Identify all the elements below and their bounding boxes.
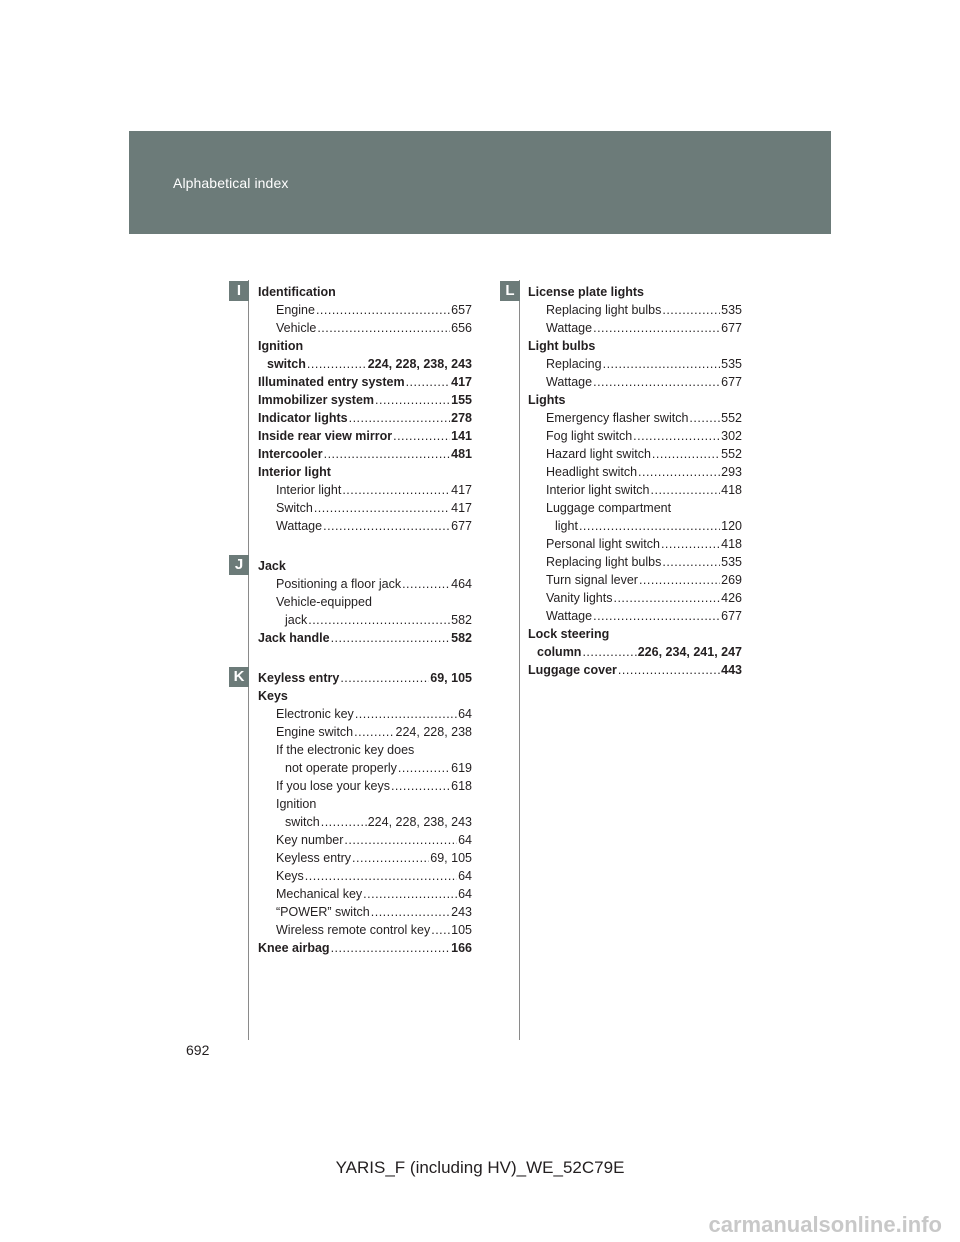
index-entry [528, 517, 742, 535]
index-entry-term: Illuminated entry system [258, 375, 405, 389]
index-entry-term: License plate lights [528, 285, 645, 299]
index-entry [528, 337, 742, 355]
index-entry-page: 293 [721, 465, 742, 479]
index-entry [528, 625, 742, 643]
index-entry-term: “POWER” switch [276, 905, 370, 919]
dot-leader [324, 445, 451, 463]
dot-leader [305, 867, 457, 885]
dot-leader [363, 885, 457, 903]
index-entry-page: 243 [451, 905, 472, 919]
index-entry-term: switch [267, 357, 306, 371]
dot-leader [331, 939, 451, 957]
dot-leader [308, 611, 450, 629]
index-entry-term: Vanity lights [546, 591, 613, 605]
dot-leader [307, 355, 367, 373]
index-entry-page: 269 [721, 573, 742, 587]
index-entry-term: Inside rear view mirror [258, 429, 393, 443]
index-entry-page: 418 [721, 483, 742, 497]
index-entry-term: Keys [258, 689, 288, 703]
index-entry-page: 224, 228, 238, 243 [367, 357, 472, 371]
index-entry [528, 427, 742, 445]
index-entry [258, 629, 472, 647]
index-entry-term: Immobilizer system [258, 393, 375, 407]
dot-leader [402, 575, 450, 593]
index-entry-page: 677 [721, 321, 742, 335]
index-entry-term: Hazard light switch [546, 447, 651, 461]
index-entry [528, 409, 742, 427]
index-entry [528, 643, 742, 661]
index-entry-page: 224, 228, 238 [395, 725, 472, 739]
index-entry-term: Replacing [546, 357, 602, 371]
index-entry-term: Keyless entry [276, 851, 352, 865]
dot-leader [340, 669, 429, 687]
index-entry-term: not operate properly [285, 761, 397, 775]
dot-leader [593, 607, 720, 625]
index-entry-page: 64 [458, 833, 472, 847]
left-column-rule [248, 280, 249, 1040]
dot-leader [398, 759, 450, 777]
index-section-k [258, 669, 472, 957]
section-letter-i: I [229, 281, 249, 301]
dot-leader [582, 643, 636, 661]
index-section-i [258, 283, 472, 535]
index-entry-page: 535 [721, 555, 742, 569]
index-entry-term: Luggage cover [528, 663, 617, 677]
dot-leader [331, 629, 451, 647]
index-entry [258, 593, 472, 611]
index-entry-term: Knee airbag [258, 941, 330, 955]
index-entry-term: jack [285, 613, 308, 627]
index-entry-term: Indicator lights [258, 411, 348, 425]
index-entry [258, 903, 472, 921]
index-entry-page: 64 [458, 707, 472, 721]
index-entry-page: 535 [721, 357, 742, 371]
index-entry [258, 849, 472, 867]
dot-leader [352, 849, 429, 867]
index-entry [258, 705, 472, 723]
dot-leader [321, 813, 367, 831]
dot-leader [355, 705, 457, 723]
index-entry-page: 417 [451, 375, 472, 389]
index-entry [258, 795, 472, 813]
dot-leader [323, 517, 450, 535]
index-entry-term: Mechanical key [276, 887, 363, 901]
dot-leader [618, 661, 720, 679]
index-entry [258, 557, 472, 575]
dot-leader [661, 535, 720, 553]
index-entry-term: If you lose your keys [276, 779, 390, 793]
index-entry-term: Emergency flasher switch [546, 411, 689, 425]
index-entry-term: Turn signal lever [546, 573, 638, 587]
index-entry-page: 417 [451, 483, 472, 497]
dot-leader [371, 903, 450, 921]
index-entry-page: 619 [451, 761, 472, 775]
index-entry-page: 481 [451, 447, 472, 461]
index-entry-term: Switch [276, 501, 313, 515]
index-entry-page: 64 [458, 887, 472, 901]
index-entry-term: Keys [276, 869, 304, 883]
dot-leader [354, 723, 394, 741]
index-entry-term: column [537, 645, 582, 659]
index-entry [528, 301, 742, 319]
index-entry-page: 677 [721, 609, 742, 623]
index-entry [528, 571, 742, 589]
dot-leader [639, 571, 720, 589]
dot-leader [603, 355, 721, 373]
index-entry [528, 589, 742, 607]
index-entry-page: 426 [721, 591, 742, 605]
index-entry-page: 582 [451, 613, 472, 627]
index-entry [258, 813, 472, 831]
index-entry-page: 226, 234, 241, 247 [637, 645, 742, 659]
index-entry [258, 301, 472, 319]
index-entry [528, 391, 742, 409]
index-entry-page: 418 [721, 537, 742, 551]
index-entry [528, 535, 742, 553]
dot-leader [662, 301, 720, 319]
index-entry [258, 373, 472, 391]
index-entry-page: 443 [721, 663, 742, 677]
index-entry-term: light [555, 519, 578, 533]
right-column-rule [519, 280, 520, 1040]
dot-leader [344, 831, 457, 849]
index-entry-term: Interior light [276, 483, 342, 497]
index-entry-page: 302 [721, 429, 742, 443]
dot-leader [662, 553, 720, 571]
index-entry [258, 409, 472, 427]
index-entry [258, 669, 472, 687]
index-entry-term: Wattage [546, 609, 593, 623]
index-entry-term: Personal light switch [546, 537, 660, 551]
index-entry [258, 611, 472, 629]
dot-leader [431, 921, 450, 939]
index-entry-term: Lights [528, 393, 566, 407]
dot-leader [317, 319, 450, 337]
watermark: carmanualsonline.info [708, 1212, 942, 1237]
index-entry-page: 677 [451, 519, 472, 533]
index-entry-term: Fog light switch [546, 429, 633, 443]
index-entry-term: Engine [276, 303, 315, 317]
index-entry [258, 463, 472, 481]
dot-leader [349, 409, 451, 427]
index-entry [258, 687, 472, 705]
index-entry-page: 69, 105 [430, 671, 472, 685]
index-entry [258, 319, 472, 337]
index-entry [258, 283, 472, 301]
index-entry-page: 582 [451, 631, 472, 645]
index-entry-term: switch [285, 815, 320, 829]
index-entry-term: Wireless remote control key [276, 923, 431, 937]
index-entry-term: Vehicle-equipped [276, 595, 372, 609]
page-number: 692 [186, 1042, 210, 1058]
index-entry [258, 759, 472, 777]
dot-leader [391, 777, 450, 795]
index-entry-page: 224, 228, 238, 243 [367, 815, 472, 829]
index-entry-term: Replacing light bulbs [546, 555, 662, 569]
index-entry [258, 885, 472, 903]
index-entry-term: Engine switch [276, 725, 354, 739]
index-entry [528, 445, 742, 463]
index-entry-term: Replacing light bulbs [546, 303, 662, 317]
dot-leader [314, 499, 450, 517]
section-letter-j: J [229, 555, 249, 575]
index-entry-term: Wattage [546, 375, 593, 389]
index-section-j [258, 557, 472, 647]
dot-leader [651, 481, 721, 499]
index-entry-term: Vehicle [276, 321, 317, 335]
index-entry [258, 741, 472, 759]
index-entry [258, 445, 472, 463]
dot-leader [342, 481, 450, 499]
index-entry-term: Headlight switch [546, 465, 638, 479]
index-entry-term: Jack [258, 559, 286, 573]
index-entry-page: 155 [451, 393, 472, 407]
index-entry-term: Interior light switch [546, 483, 650, 497]
index-entry-page: 166 [451, 941, 472, 955]
index-section-l [528, 283, 742, 679]
index-entry-page: 69, 105 [430, 851, 472, 865]
index-entry-page: 64 [458, 869, 472, 883]
index-entry-term: If the electronic key does [276, 743, 415, 757]
index-entry [258, 481, 472, 499]
index-entry [258, 391, 472, 409]
index-entry-page: 656 [451, 321, 472, 335]
page-title: Alphabetical index [173, 175, 289, 191]
section-letter-k: K [229, 667, 249, 687]
index-entry [258, 921, 472, 939]
index-entry-term: Ignition [258, 339, 304, 353]
index-entry [258, 427, 472, 445]
index-entry [258, 517, 472, 535]
dot-leader [613, 589, 720, 607]
index-entry-term: Wattage [546, 321, 593, 335]
dot-leader [638, 463, 720, 481]
dot-leader [689, 409, 720, 427]
index-entry-term: Luggage compartment [546, 501, 672, 515]
index-entry [528, 355, 742, 373]
dot-leader [593, 319, 720, 337]
dot-leader [406, 373, 451, 391]
index-entry-term: Ignition [276, 797, 317, 811]
index-entry [258, 939, 472, 957]
index-entry-term: Interior light [258, 465, 331, 479]
index-entry [258, 499, 472, 517]
index-entry-page: 141 [451, 429, 472, 443]
index-entry [258, 831, 472, 849]
index-entry [528, 463, 742, 481]
index-entry-term: Keyless entry [258, 671, 340, 685]
dot-leader [633, 427, 720, 445]
index-entry-page: 278 [451, 411, 472, 425]
index-entry-page: 105 [451, 923, 472, 937]
index-entry [528, 481, 742, 499]
index-entry [528, 499, 742, 517]
index-entry [258, 777, 472, 795]
index-entry-page: 120 [721, 519, 742, 533]
index-entry-page: 417 [451, 501, 472, 515]
section-letter-l: L [500, 281, 520, 301]
index-entry [528, 661, 742, 679]
header-band [129, 131, 831, 234]
dot-leader [579, 517, 720, 535]
index-entry-term: Jack handle [258, 631, 330, 645]
dot-leader [375, 391, 450, 409]
index-entry [258, 355, 472, 373]
index-entry-page: 552 [721, 411, 742, 425]
index-entry-page: 657 [451, 303, 472, 317]
index-entry-term: Identification [258, 285, 336, 299]
dot-leader [393, 427, 450, 445]
index-entry [258, 575, 472, 593]
index-entry-term: Wattage [276, 519, 323, 533]
index-entry [528, 607, 742, 625]
index-entry-term: Electronic key [276, 707, 354, 721]
dot-leader [593, 373, 720, 391]
document-code: YARIS_F (including HV)_WE_52C79E [335, 1158, 625, 1177]
index-entry [258, 337, 472, 355]
index-entry-page: 535 [721, 303, 742, 317]
index-entry-term: Lock steering [528, 627, 610, 641]
index-entry-term: Intercooler [258, 447, 323, 461]
index-entry [258, 867, 472, 885]
dot-leader [652, 445, 720, 463]
index-entry-page: 464 [451, 577, 472, 591]
index-entry-page: 677 [721, 375, 742, 389]
index-entry [528, 553, 742, 571]
index-entry [528, 319, 742, 337]
dot-leader [316, 301, 450, 319]
index-entry [528, 283, 742, 301]
index-entry-term: Light bulbs [528, 339, 596, 353]
index-entry [258, 723, 472, 741]
index-entry-page: 618 [451, 779, 472, 793]
index-entry-term: Key number [276, 833, 344, 847]
index-entry [528, 373, 742, 391]
index-entry-page: 552 [721, 447, 742, 461]
index-entry-term: Positioning a floor jack [276, 577, 402, 591]
